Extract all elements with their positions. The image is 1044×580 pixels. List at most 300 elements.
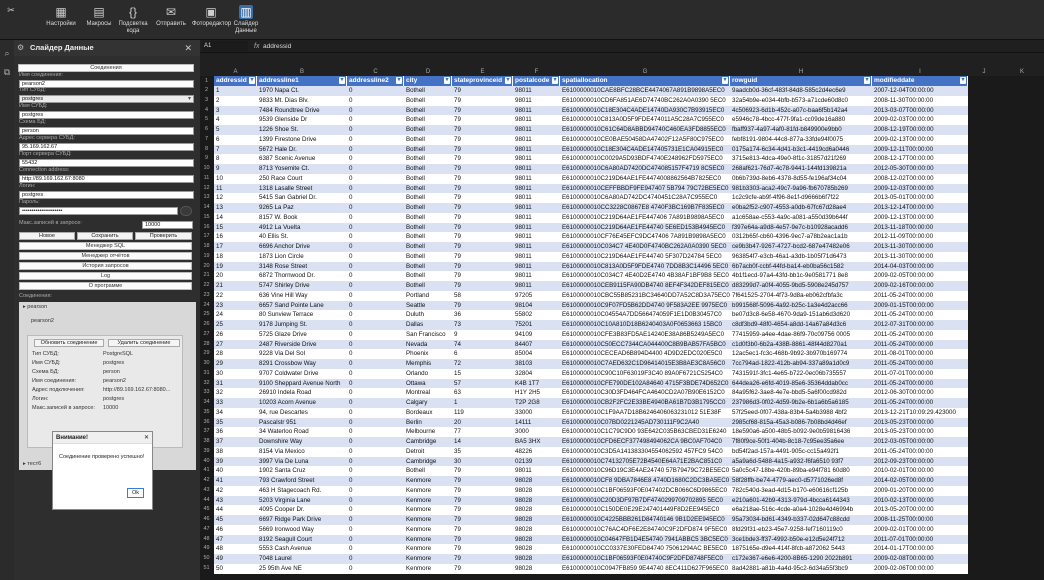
table-cell[interactable]: 9228 Via Del Sol <box>259 350 305 358</box>
table-cell[interactable]: 29 <box>216 360 223 367</box>
table-cell[interactable]: 32804 <box>515 369 533 377</box>
table-cell[interactable]: Melbourne <box>406 428 436 436</box>
table-cell[interactable]: 79 <box>454 545 461 553</box>
table-cell[interactable]: 79 <box>454 135 461 143</box>
table-cell[interactable]: 98011 <box>515 282 532 289</box>
table-cell[interactable]: 35 <box>454 447 461 455</box>
table-cell[interactable]: 2009-01-20T00:00:00 <box>874 486 934 494</box>
table-cell[interactable]: 94, rue Descartes <box>259 408 308 416</box>
table-cell[interactable]: 2011-05-24T00:00:00 <box>874 311 934 319</box>
table-cell[interactable]: 79 <box>454 165 461 172</box>
table-cell[interactable]: 97205 <box>515 291 533 299</box>
table-cell[interactable]: 98011 <box>515 194 532 202</box>
table-cell[interactable]: 98028 <box>515 525 533 533</box>
table-cell[interactable]: 79 <box>454 535 461 543</box>
table-cell[interactable]: 80 Sunview Terrace <box>259 311 314 319</box>
table-cell[interactable]: E6100000010C034C7 4E40D2E4740 4B38AF1BF9B8 5EC0 <box>562 272 729 280</box>
tree-node-pearson[interactable]: ▸ pearson <box>23 304 48 310</box>
table-cell[interactable]: 1 <box>454 399 458 406</box>
row-header[interactable]: 39 <box>203 447 210 454</box>
table-cell[interactable]: 72 <box>454 360 461 367</box>
table-cell[interactable]: 98028 <box>515 506 533 514</box>
table-cell[interactable]: 79 <box>454 555 461 562</box>
table-cell[interactable]: 46 <box>216 525 223 533</box>
table-cell[interactable]: 44 <box>216 506 223 514</box>
table-cell[interactable]: 25 95th Ave NE <box>259 564 302 572</box>
table-cell[interactable]: 48226 <box>515 447 533 455</box>
table-cell[interactable]: 79 <box>454 525 461 533</box>
table-cell[interactable]: d83299d7-a0f4-4055-9bd5-5908e245d757 <box>732 282 849 289</box>
reports-manager-button[interactable]: Менеджер отчётов <box>19 252 192 260</box>
row-header[interactable]: 49 <box>203 545 210 552</box>
table-cell[interactable]: 2012-09-23T00:00:00 <box>874 457 934 465</box>
table-cell[interactable]: Bothell <box>406 87 425 94</box>
column-header-k[interactable]: K <box>1019 69 1024 75</box>
table-cell[interactable]: 2008-11-25T00:00:00 <box>874 516 934 523</box>
table-cell[interactable]: Bothell <box>406 223 425 231</box>
table-cell[interactable]: E6100000010CFE3B83FD5AE14240E38A86B5249A5EC0 <box>562 330 725 338</box>
row-header[interactable]: 29 <box>203 350 210 357</box>
table-cell[interactable]: 36 <box>216 428 223 436</box>
column-header-h[interactable]: H <box>798 69 804 75</box>
table-header-cell[interactable]: spatiallocation ▾ <box>560 76 730 86</box>
table-cell[interactable]: 0 <box>349 301 353 309</box>
table-cell[interactable]: 49 <box>216 555 223 562</box>
table-cell[interactable]: 268af621-76d7-4c78-9441-144fd139821a <box>732 165 847 172</box>
table-cell[interactable]: E6100000010C219D64AE1FE4474008862564B7825EC0 <box>562 174 721 182</box>
table-cell[interactable]: 2014-04-03T00:00:00 <box>874 262 934 270</box>
table-cell[interactable]: 4912 La Vuelta <box>259 223 301 231</box>
table-cell[interactable]: E6100000010CEB9115FA90DB4740 8EF4F342DEF815EC0 <box>562 282 729 289</box>
table-cell[interactable]: 0 <box>349 516 353 523</box>
table-cell[interactable]: 0 <box>349 525 353 533</box>
row-header[interactable]: 27 <box>203 330 210 337</box>
table-cell[interactable]: Bothell <box>406 135 425 143</box>
table-cell[interactable]: 9aadcb0d-36cf-483f-84d8-585c2d4ec6e9 <box>732 87 846 94</box>
table-cell[interactable]: 0 <box>349 262 353 270</box>
table-cell[interactable]: e0ba2f52-c907-4553-a0db-67fc67d28ae4 <box>732 204 847 211</box>
table-cell[interactable]: Kenmore <box>406 555 432 562</box>
table-cell[interactable]: T2P 2G8 <box>515 399 540 406</box>
table-cell[interactable]: 2010-02-13T00:00:00 <box>874 496 934 504</box>
table-cell[interactable]: Bothell <box>406 233 425 241</box>
table-cell[interactable]: 0 <box>349 545 353 553</box>
table-cell[interactable]: be07d3c8-6e58-4670-9da9-151ab6d3d620 <box>732 311 851 319</box>
table-cell[interactable]: Cambridge <box>406 438 437 445</box>
table-cell[interactable]: 2009-02-05T00:00:00 <box>874 272 934 280</box>
close-icon[interactable]: ✕ <box>184 43 192 53</box>
table-cell[interactable]: 1902 Santa Cruz <box>259 467 306 475</box>
table-cell[interactable]: 0 <box>349 165 353 172</box>
table-cell[interactable]: 18e590a6-a500-48b5-b092-9e0b59816436 <box>732 428 851 436</box>
row-header[interactable]: 40 <box>203 457 210 464</box>
table-cell[interactable]: 38103 <box>515 360 533 367</box>
row-header[interactable]: 51 <box>203 564 210 571</box>
table-cell[interactable]: 98011 <box>515 165 532 172</box>
tree-node-test6[interactable]: ▸ тест6 <box>23 461 42 467</box>
table-cell[interactable]: 6657 Sand Pointe Lane <box>259 301 324 309</box>
table-cell[interactable]: 32 <box>216 389 223 397</box>
row-header[interactable]: 44 <box>203 496 210 503</box>
table-cell[interactable]: E6100000010CFE790DE102A84640 4715F3BDE74D652C0 <box>562 379 729 387</box>
table-cell[interactable]: 237986d3-0f02-4d59-9b2e-6b1a6b5a6185 <box>732 399 849 406</box>
table-cell[interactable]: E6100000010C10A810D18B6240403A0F0653663 15BC0 <box>562 321 722 328</box>
row-header[interactable]: 48 <box>203 535 210 542</box>
table-cell[interactable]: E6100000010C30D3FD464FCA4640CD2A07B90E6152C0 <box>562 389 725 397</box>
table-cell[interactable]: a5a9a6d-5488-4a15-a932-f6fa6510 93f7 <box>732 457 844 465</box>
row-header[interactable]: 22 <box>203 282 210 288</box>
table-cell[interactable]: E6100000010C9F07FD5B62DD4740 9F583A2EE 9975EC0 <box>562 301 728 309</box>
table-cell[interactable]: 8713 Yosemite Ct. <box>259 165 310 172</box>
row-header[interactable]: 9 <box>204 155 209 162</box>
table-cell[interactable]: 1226 Shoe St. <box>259 126 299 133</box>
table-cell[interactable]: 15 <box>216 223 223 231</box>
table-cell[interactable]: 40 Ellis St. <box>259 233 289 241</box>
table-cell[interactable]: 34 <box>216 408 223 416</box>
table-cell[interactable]: E6100000010C6A80AD7420DC474085157F4719 8C5EC0 <box>562 165 725 172</box>
login-field[interactable]: postgres <box>19 191 194 199</box>
table-cell[interactable]: 31 <box>216 379 223 387</box>
table-cell[interactable]: 79 <box>454 174 461 182</box>
column-header-e[interactable]: E <box>480 69 485 75</box>
new-button[interactable]: Новое <box>19 232 75 240</box>
table-cell[interactable]: 2009-02-16T00:00:00 <box>874 282 934 289</box>
table-cell[interactable]: E6100000010C1F9AA7D18B6246406063231012 51E38F <box>562 408 722 416</box>
table-cell[interactable]: 1 <box>216 87 220 94</box>
table-cell[interactable]: 98011 <box>515 213 532 221</box>
table-cell[interactable]: 58f28ffb-be74-4779-aec0-d5771026ed8f <box>732 477 844 484</box>
table-cell[interactable]: 2014-02-05T00:00:00 <box>874 477 934 484</box>
table-cell[interactable]: 2013-05-01T00:00:00 <box>874 194 934 202</box>
table-cell[interactable]: 26910 Indela Road <box>259 389 312 397</box>
table-cell[interactable]: 79 <box>454 204 461 211</box>
table-cell[interactable]: 12ac5ec1-fc3c-468b-9b92-3b970b169774 <box>732 350 848 358</box>
table-cell[interactable]: Bothell <box>406 213 425 221</box>
table-cell[interactable]: 79 <box>454 496 461 504</box>
table-cell[interactable]: 21 <box>216 282 223 289</box>
table-cell[interactable]: E6100000010C219D64AE1FE44740 5F307D24784 5EC0 <box>562 252 722 260</box>
table-cell[interactable]: 2008-12-17T00:00:00 <box>874 155 934 163</box>
row-header[interactable]: 25 <box>203 311 210 318</box>
table-cell[interactable]: 79 <box>454 96 461 104</box>
table-cell[interactable]: Bothell <box>406 467 425 475</box>
table-cell[interactable]: 6b7acb0f-ccbf-44fd-ba14-eb0ba56c1582 <box>732 262 844 270</box>
table-cell[interactable]: 50 <box>216 564 223 572</box>
column-header-f[interactable]: F <box>534 69 539 75</box>
table-cell[interactable]: 33 <box>216 399 223 406</box>
settings-button[interactable]: ▦ Настройки <box>46 5 76 27</box>
table-cell[interactable]: 27 <box>216 340 223 348</box>
table-cell[interactable]: 7431591f-3fc1-4e65-b722-0ec06b735557 <box>732 369 847 377</box>
table-cell[interactable]: E6100000010C150DE0E29E247401449F8D2EE945EC0 <box>562 506 720 514</box>
table-cell[interactable]: ce9b3b47-9267-4727-bcd2-687e47482e06 <box>732 243 850 250</box>
table-cell[interactable]: 45 <box>216 516 223 523</box>
table-cell[interactable]: 2010-02-01T00:00:00 <box>874 467 934 475</box>
table-cell[interactable]: 9 <box>454 330 458 338</box>
table-cell[interactable]: Downshire Way <box>259 438 303 445</box>
table-cell[interactable]: Bothell <box>406 116 425 124</box>
close-icon[interactable]: ✕ <box>143 435 149 441</box>
table-cell[interactable]: 84407 <box>515 340 533 348</box>
table-cell[interactable]: 6872 Thornwood Dr. <box>259 272 315 280</box>
table-cell[interactable]: 0312b65f-cb60-4396-9ec7-a78b2eac1a1b <box>732 233 848 241</box>
table-cell[interactable]: Kenmore <box>406 525 432 533</box>
table-cell[interactable]: 79 <box>454 516 461 523</box>
table-cell[interactable]: 2012-05-30T00:00:00 <box>874 165 934 172</box>
search-icon[interactable]: ⌕ <box>4 48 10 58</box>
table-header-cell[interactable]: city ▾ <box>404 76 452 86</box>
table-cell[interactable]: 98028 <box>515 486 533 494</box>
table-cell[interactable]: 0 <box>349 184 353 192</box>
table-cell[interactable]: 79 <box>454 194 461 202</box>
row-header[interactable]: 43 <box>203 486 210 493</box>
table-cell[interactable]: 2 <box>216 96 220 104</box>
table-cell[interactable]: 8192 Seagull Court <box>259 535 312 543</box>
table-cell[interactable]: 98011 <box>515 155 532 163</box>
table-cell[interactable]: 79 <box>454 506 461 514</box>
table-cell[interactable]: 74 <box>454 340 461 348</box>
table-cell[interactable]: 98011 <box>515 467 532 475</box>
table-cell[interactable]: 9178 Jumping St. <box>259 321 308 328</box>
table-cell[interactable]: 26 <box>216 330 223 338</box>
refresh-connection-button[interactable]: Обновить соединение <box>34 339 104 347</box>
table-cell[interactable]: 0 <box>349 340 353 348</box>
column-header-b[interactable]: B <box>299 69 304 75</box>
table-cell[interactable]: 5672 Hale Dr. <box>259 145 297 153</box>
row-header[interactable]: 15 <box>203 213 210 220</box>
row-header[interactable]: 6 <box>204 126 209 132</box>
table-cell[interactable]: 0 <box>349 564 353 572</box>
table-cell[interactable]: 981b3303-aca2-49c7-9a96-fb670785b269 <box>732 184 848 192</box>
table-cell[interactable]: 1318 Lasalle Street <box>259 184 313 192</box>
about-button[interactable]: О программе <box>19 282 192 290</box>
row-header[interactable]: 5 <box>204 116 209 123</box>
table-cell[interactable]: Kenmore <box>406 564 432 572</box>
table-cell[interactable]: 2008-12-19T00:00:00 <box>874 126 934 133</box>
table-cell[interactable]: 0 <box>349 282 353 289</box>
table-cell[interactable]: 2013-12-14T00:00:00 <box>874 204 934 211</box>
table-cell[interactable]: E6100000010C74132705E72B4540E64A71E2BAC851C0 <box>562 457 722 465</box>
copy-icon[interactable]: ⧉ <box>3 67 11 77</box>
table-cell[interactable]: 8154 Via Mexico <box>259 447 305 455</box>
table-cell[interactable]: 15 <box>454 369 461 377</box>
table-cell[interactable]: E6100000010C1BF06593F0E047402DCB066C6D9865EC0 <box>562 486 728 494</box>
table-cell[interactable]: bd54f2ad-157a-4491-905c-cc15a492f1 <box>732 447 839 455</box>
table-cell[interactable]: 636 Vine Hill Way <box>259 291 308 299</box>
row-header[interactable]: 31 <box>203 369 210 376</box>
table-cell[interactable]: 4 <box>216 116 220 124</box>
table-cell[interactable]: 47 <box>216 535 223 543</box>
table-cell[interactable]: 0 <box>349 194 353 202</box>
table-cell[interactable]: 5553 Cash Avenue <box>259 545 312 553</box>
table-cell[interactable]: a1c658ae-c553-4a9c-a081-a550d39b644f <box>732 213 848 221</box>
row-header[interactable]: 50 <box>203 555 210 561</box>
table-cell[interactable]: b991568f-5096-4a92-b25c-1a3e4d2acc66 <box>732 301 848 309</box>
table-cell[interactable]: 79 <box>454 184 461 192</box>
table-cell[interactable]: 4095 Cooper Dr. <box>259 506 305 514</box>
table-cell[interactable]: E6100000010C813A0D5F9FDE4740 7DD8B3C14496 5EC0 <box>562 262 729 270</box>
table-cell[interactable]: 98028 <box>515 555 533 562</box>
table-cell[interactable]: 98011 <box>515 233 532 241</box>
table-cell[interactable]: E6100000010CAE8BFC28BCE4474067A891B9898A5EC0 <box>562 87 725 94</box>
table-cell[interactable]: f397e64a-a9d8-4e57-9e7c-b10928acadd6 <box>732 223 848 231</box>
table-cell[interactable]: 79 <box>454 145 461 153</box>
table-cell[interactable]: 2012-07-31T00:00:00 <box>874 321 934 328</box>
table-cell[interactable]: 0 <box>349 360 353 367</box>
table-cell[interactable]: H1Y 2H5 <box>515 389 540 397</box>
table-header-cell[interactable]: postalcode ▾ <box>513 76 560 86</box>
table-cell[interactable]: 2007-12-04T00:00:00 <box>874 87 934 94</box>
row-header[interactable]: 45 <box>203 506 210 513</box>
row-header[interactable]: 16 <box>203 223 210 230</box>
table-cell[interactable]: 0 <box>349 408 353 416</box>
table-cell[interactable]: 12 <box>216 194 223 202</box>
table-cell[interactable]: Ottawa <box>406 379 426 387</box>
table-cell[interactable]: 2008-11-30T00:00:00 <box>874 96 934 104</box>
table-cell[interactable]: Orlando <box>406 369 429 377</box>
table-cell[interactable]: 79 <box>454 243 461 250</box>
table-cell[interactable]: E6100000010C1BF06593F0E04740C9F2DFD8748F5EC0 <box>562 555 723 562</box>
table-cell[interactable]: 2013-11-18T00:00:00 <box>874 223 934 231</box>
table-cell[interactable]: 119 <box>454 408 464 416</box>
table-cell[interactable]: 0 <box>349 379 353 387</box>
table-cell[interactable]: 644dea26-e6fd-4019-85e6-35364ddab0cc <box>732 379 848 387</box>
table-cell[interactable]: 79 <box>454 106 461 114</box>
table-cell[interactable]: 2009-02-13T00:00:00 <box>874 135 934 143</box>
table-cell[interactable]: Bothell <box>406 252 425 260</box>
table-cell[interactable]: 0 <box>349 272 353 280</box>
table-cell[interactable]: E6100000010C04554A7DD566474059F1E1D0B30457C0 <box>562 311 722 319</box>
row-header[interactable]: 33 <box>203 389 210 396</box>
table-cell[interactable]: 2013-05-23T00:00:00 <box>874 418 934 426</box>
table-cell[interactable]: 0 <box>349 174 353 182</box>
table-cell[interactable]: E6100000010C07BD0221245AD730111F9C2A40 <box>562 418 700 426</box>
table-cell[interactable]: 2013-12-21T10:09:29.423000 <box>874 408 956 416</box>
table-cell[interactable]: Bothell <box>406 174 425 182</box>
table-header-cell[interactable]: addressid ▾ <box>214 76 257 86</box>
table-cell[interactable]: 8291 Crossbow Way <box>259 360 316 367</box>
maxrows-field[interactable]: 10000 <box>142 221 193 229</box>
connections-button[interactable]: Соединения <box>18 64 194 72</box>
table-cell[interactable]: E6100000010C20D3DF97B7DF4740299709702895 5EC0 <box>562 496 724 504</box>
table-cell[interactable]: E6100000010CC3228C0867E8 4740F3BC169B7F835EC0 <box>562 204 725 211</box>
row-header[interactable]: 46 <box>203 516 210 522</box>
table-cell[interactable]: 98028 <box>515 564 533 572</box>
row-header[interactable]: 13 <box>203 194 210 201</box>
table-cell[interactable]: 2009-02-03T00:00:00 <box>874 116 934 124</box>
table-cell[interactable]: 23 <box>216 301 223 309</box>
port-field[interactable]: 55432 <box>19 159 194 167</box>
table-cell[interactable]: 14 <box>454 438 461 445</box>
table-cell[interactable]: 98028 <box>515 516 533 523</box>
table-cell[interactable]: 0 <box>349 389 353 397</box>
table-cell[interactable]: 25 <box>216 321 223 328</box>
table-cell[interactable]: 98011 <box>515 252 532 260</box>
delete-connection-button[interactable]: Удалить соединение <box>108 339 180 347</box>
table-cell[interactable]: 79 <box>454 467 461 475</box>
table-cell[interactable]: 2014-01-17T00:00:00 <box>874 545 934 553</box>
row-header[interactable]: 26 <box>203 321 210 327</box>
row-header[interactable]: 28 <box>203 340 210 347</box>
row-header[interactable]: 17 <box>203 233 210 240</box>
table-cell[interactable]: 3715e813-4dca-49e0-8f1c-31857d21f269 <box>732 155 847 163</box>
formula-input[interactable]: addressid <box>263 43 292 50</box>
macros-button[interactable]: ▤ Макросы <box>86 5 112 27</box>
table-cell[interactable]: 13 <box>216 204 223 211</box>
table-cell[interactable]: 9539 Glenside Dr <box>259 116 308 124</box>
column-header-i[interactable]: I <box>919 69 921 75</box>
table-cell[interactable]: E6100000010C813A0D5F9FDE474011A5C28A7C955EC0 <box>562 116 724 124</box>
table-cell[interactable]: 0 <box>349 438 353 445</box>
table-cell[interactable]: 85004 <box>515 350 533 358</box>
photo-editor-button[interactable]: ▣ Фоторедактор <box>192 5 232 27</box>
table-cell[interactable]: 57f25eed-0f07-438a-83b4-5a4b3988 4bf2 <box>732 408 847 416</box>
table-cell[interactable]: 8 <box>216 155 220 163</box>
table-cell[interactable]: 20 <box>454 418 461 426</box>
table-cell[interactable]: 42 <box>216 486 223 494</box>
table-cell[interactable]: 32a54b9e-e034-4bfb-b573-a71cde60d8c0 <box>732 96 848 104</box>
table-cell[interactable]: E6100000010CFD6ECF377498494062CA 9BC0AF704C0 <box>562 438 722 445</box>
table-cell[interactable]: 5 <box>216 126 220 133</box>
table-cell[interactable]: Bothell <box>406 184 425 192</box>
table-cell[interactable]: 2985cf68-815a-45a3-b086-7b08bd4d46ef <box>732 418 847 426</box>
table-cell[interactable]: 98011 <box>515 96 532 104</box>
table-cell[interactable]: 2013-05-23T00:00:00 <box>874 428 934 436</box>
table-cell[interactable]: Kenmore <box>406 477 432 484</box>
table-cell[interactable]: 9 <box>216 165 220 172</box>
table-cell[interactable]: 0 <box>349 535 353 543</box>
table-cell[interactable]: Bothell <box>406 106 425 114</box>
table-cell[interactable]: Kenmore <box>406 496 432 504</box>
save-button[interactable]: Сохранить <box>77 232 133 240</box>
row-header[interactable]: 11 <box>203 174 210 181</box>
table-cell[interactable]: 5725 Glaze Drive <box>259 330 307 338</box>
table-cell[interactable]: 0 <box>349 477 353 484</box>
table-cell[interactable]: 9833 Mt. Dias Blv. <box>259 96 309 104</box>
table-cell[interactable]: 3148 Rose Street <box>259 262 308 270</box>
table-cell[interactable]: 9265 La Paz <box>259 204 294 211</box>
table-cell[interactable]: Bothell <box>406 126 425 133</box>
row-header[interactable]: 7 <box>204 135 209 142</box>
table-cell[interactable]: 73 <box>454 321 461 328</box>
table-cell[interactable]: 98011 <box>515 135 532 143</box>
sheet-grid[interactable] <box>200 76 1044 580</box>
table-cell[interactable]: 0 <box>349 106 353 114</box>
table-cell[interactable]: 0175a174-6c34-4d41-b3c1-4419cd6a0446 <box>732 145 850 153</box>
table-cell[interactable]: E6100000010CEFFBBDF9FE947407 5B794 79C72BE5EC0 <box>562 184 729 192</box>
table-cell[interactable]: Seattle <box>406 301 426 309</box>
table-cell[interactable]: 34 Waterloo Road <box>259 428 309 436</box>
table-cell[interactable]: 0 <box>349 457 353 465</box>
query-history-button[interactable]: История запросов <box>19 262 192 270</box>
password-field[interactable]: ••••••••••••••••••••• <box>19 207 178 215</box>
table-header-cell[interactable]: rowguid ▾ <box>730 76 872 86</box>
row-header[interactable]: 47 <box>203 525 210 532</box>
table-cell[interactable]: E6100000010C4225BBB261D84740146 9B1D2EE945EC0 <box>562 516 725 523</box>
table-cell[interactable]: E6100000010CF8 9DBA7846E8 4740D1680C2DC3BA5EC0 <box>562 477 730 484</box>
row-header[interactable]: 34 <box>203 399 210 405</box>
table-cell[interactable]: 79 <box>454 262 461 270</box>
sql-manager-button[interactable]: Менеджер SQL <box>19 242 192 250</box>
table-cell[interactable]: 2011-05-24T00:00:00 <box>874 330 934 338</box>
column-header-j[interactable]: J <box>982 69 986 75</box>
table-cell[interactable]: 3ce1bde3-ff37-4992-b50e-e12d5e24f712 <box>732 535 845 543</box>
table-cell[interactable]: Bothell <box>406 272 425 280</box>
table-cell[interactable]: 1c2c9cfe-ab9f-4f96-8e1f-d9666b6f7f22 <box>732 194 839 202</box>
table-cell[interactable]: 2013-05-20T00:00:00 <box>874 506 934 514</box>
table-cell[interactable]: 94109 <box>515 330 533 338</box>
table-cell[interactable]: 3000 <box>515 428 529 436</box>
